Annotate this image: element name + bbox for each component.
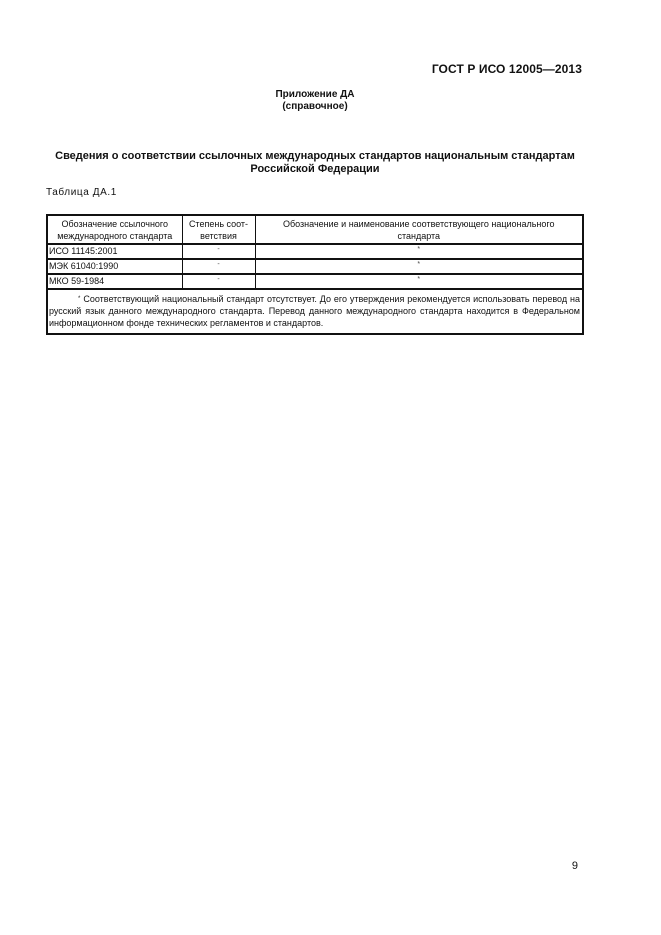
section-title <box>46 150 584 176</box>
reference-cell: ИСО 11145:2001 <box>47 244 182 259</box>
national-cell: * <box>255 259 583 274</box>
table-header-row <box>47 215 583 244</box>
column-header-national: Обозначение и наименование соответствующего национального стандарта <box>255 215 583 244</box>
footnote-mark: * <box>78 296 81 302</box>
column-header-reference: Обозначение ссылочного международного стандарта <box>47 215 182 244</box>
table-row <box>47 274 583 289</box>
section-title-line2: Российской Федерации <box>250 163 380 175</box>
table-caption: Таблица ДА.1 <box>46 187 117 198</box>
appendix-title: Приложение ДА <box>275 89 355 100</box>
degree-cell: - <box>182 274 255 289</box>
column-header-degree: Степень соот- ветствия <box>182 215 255 244</box>
appendix-subtitle: (справочное) <box>282 101 348 112</box>
document-code: ГОСТ Р ИСО 12005—2013 <box>431 62 582 76</box>
page-number: 9 <box>571 860 578 872</box>
footnote-text: Соответствующий национальный стандарт отсутствует. До его утверждения рекомендуется использовать перевод на русский язык данного международного стандарта. Перевод данного международного стандарта находится в Федеральном информационном фонде технических регламентов и стандартов. <box>49 294 580 328</box>
table-row <box>47 259 583 274</box>
appendix-heading <box>0 89 630 113</box>
national-cell: * <box>255 274 583 289</box>
table-footnote <box>47 289 583 334</box>
reference-cell: МКО 59-1984 <box>47 274 182 289</box>
correspondence-table <box>46 214 584 335</box>
degree-cell: - <box>182 259 255 274</box>
table-row <box>47 244 583 259</box>
reference-cell: МЭК 61040:1990 <box>47 259 182 274</box>
section-title-line1: Сведения о соответствии ссылочных международных стандартов национальным стандартам <box>55 150 575 162</box>
table-footnote-row <box>47 289 583 334</box>
national-cell: * <box>255 244 583 259</box>
degree-cell: - <box>182 244 255 259</box>
